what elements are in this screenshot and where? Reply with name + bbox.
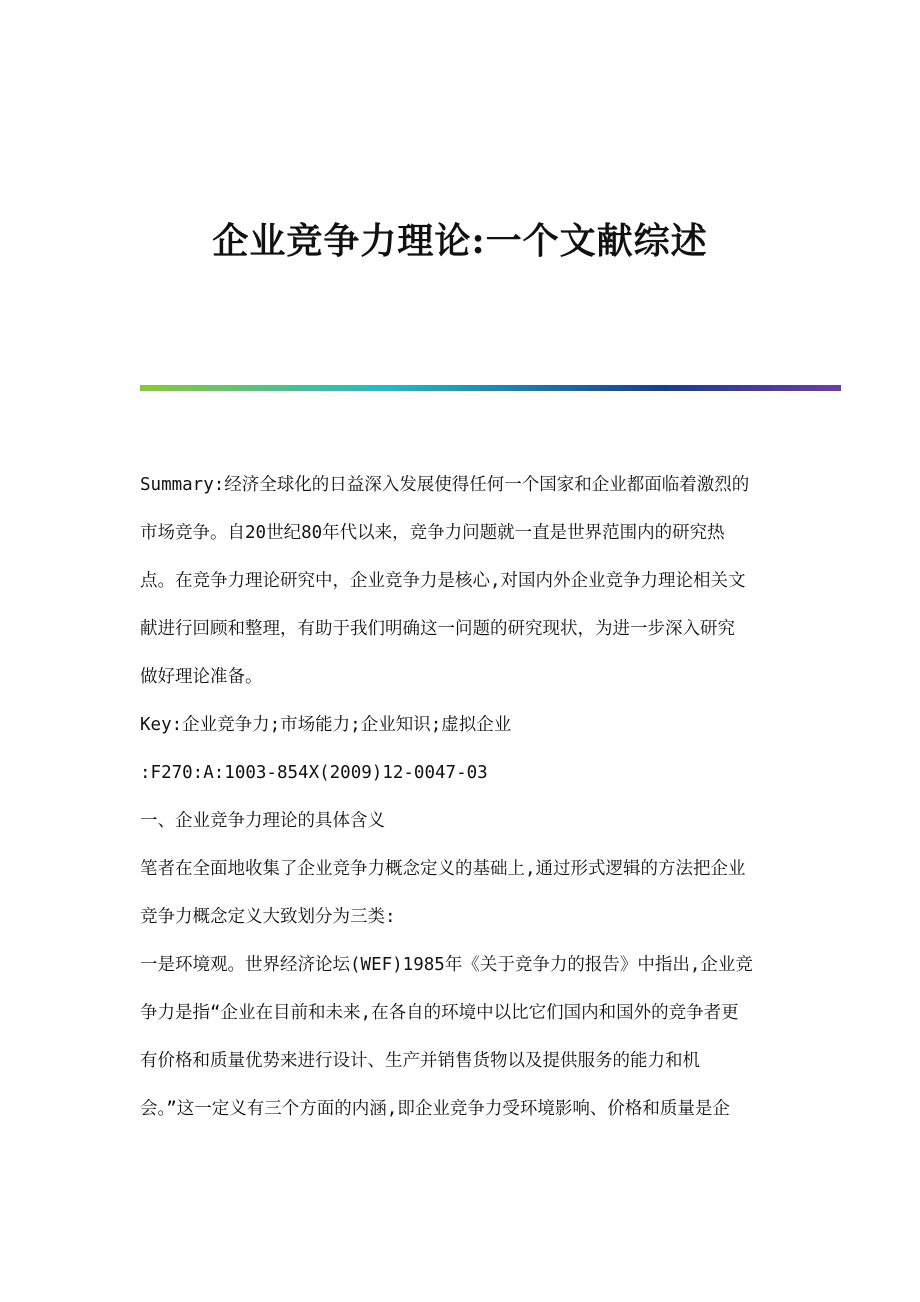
text-line: 争力是指“企业在目前和未来,在各自的环境中以比它们国内和国外的竞争者更 bbox=[140, 1003, 739, 1023]
text-line: 做好理论准备。 bbox=[140, 667, 263, 687]
section-heading bbox=[140, 797, 785, 845]
environment-view-paragraph bbox=[140, 941, 785, 1133]
text-line: Key:企业竞争力;市场能力;企业知识;虚拟企业 bbox=[140, 715, 512, 735]
text-line: 一是环境观。世界经济论坛(WEF)1985年《关于竞争力的报告》中指出,企业竞 bbox=[140, 955, 753, 975]
gradient-divider bbox=[140, 385, 841, 391]
text-line: 市场竞争。自20世纪80年代以来，竞争力问题就一直是世界范围内的研究热 bbox=[140, 523, 725, 543]
text-line: 竞争力概念定义大致划分为三类: bbox=[140, 907, 396, 927]
text-line: Summary:经济全球化的日益深入发展使得任何一个国家和企业都面临着激烈的 bbox=[140, 475, 750, 495]
text-line: 有价格和质量优势来进行设计、生产并销售货物以及提供服务的能力和机 bbox=[140, 1051, 700, 1071]
text-line: 笔者在全面地收集了企业竞争力概念定义的基础上,通过形式逻辑的方法把企业 bbox=[140, 859, 746, 879]
document-body bbox=[140, 461, 785, 1133]
text-line: 会。”这一定义有三个方面的内涵,即企业竞争力受环境影响、价格和质量是企 bbox=[140, 1099, 730, 1119]
text-line: :F270:A:1003-854X(2009)12-0047-03 bbox=[140, 763, 488, 783]
classification-paragraph bbox=[140, 749, 785, 797]
text-line: 点。在竞争力理论研究中，企业竞争力是核心,对国内外企业竞争力理论相关文 bbox=[140, 571, 746, 591]
intro-paragraph bbox=[140, 845, 785, 941]
document-title: 企业竞争力理论:一个文献综述 bbox=[212, 220, 708, 262]
text-line: 献进行回顾和整理，有助于我们明确这一问题的研究现状，为进一步深入研究 bbox=[140, 619, 735, 639]
text-line: 一、企业竞争力理论的具体含义 bbox=[140, 811, 385, 831]
summary-paragraph bbox=[140, 461, 785, 701]
keywords-paragraph bbox=[140, 701, 785, 749]
